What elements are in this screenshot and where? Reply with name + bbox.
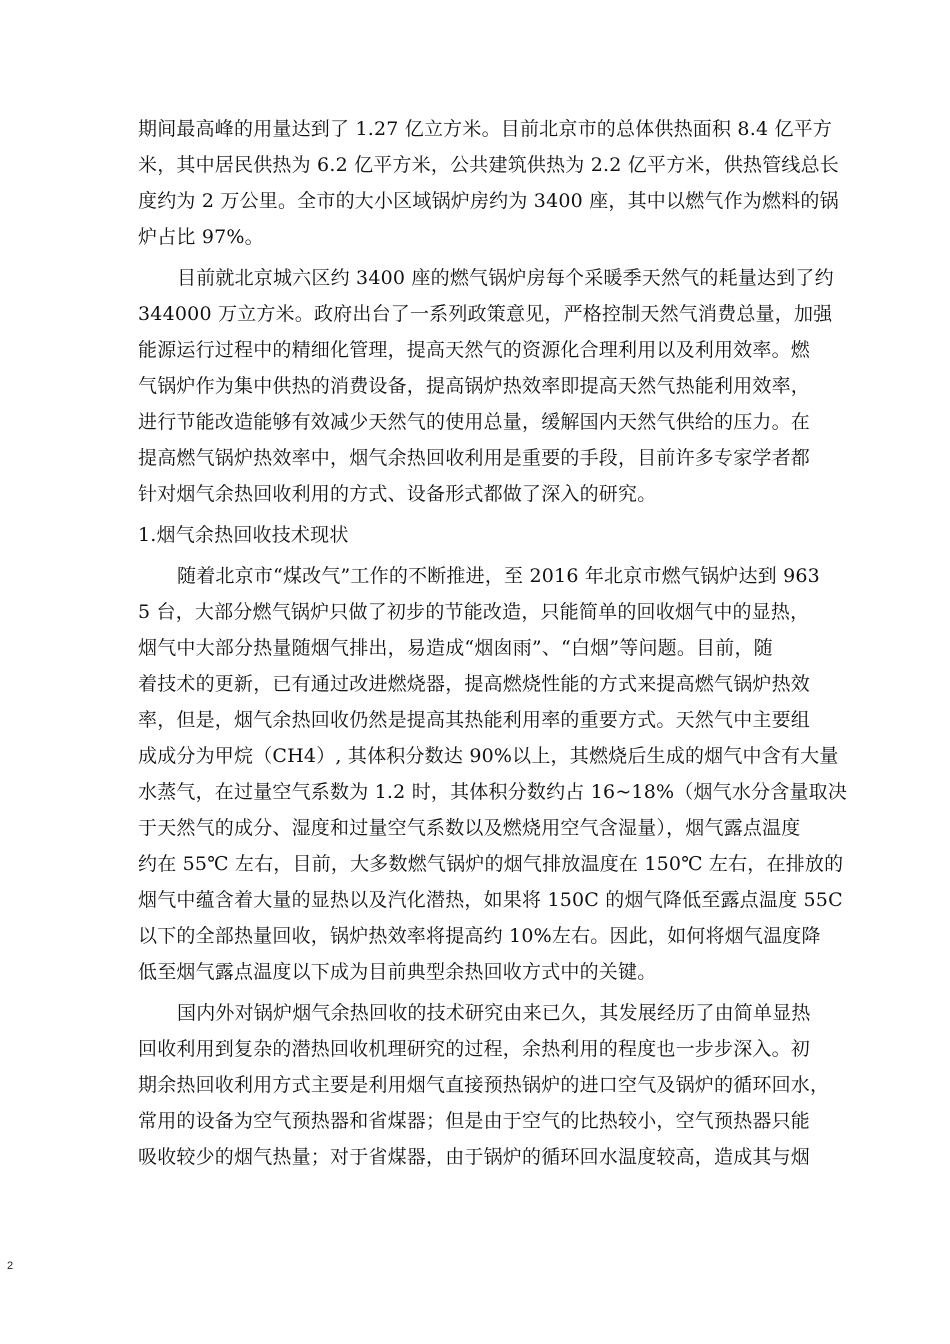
paragraph-line: 常用的设备为空气预热器和省煤器；但是由于空气的比热较小，空气预热器只能 bbox=[138, 1110, 811, 1132]
paragraph-line: 气锅炉作为集中供热的消费设备，提高锅炉热效率即提高天然气热能利用效率， bbox=[138, 375, 811, 397]
paragraph-line: 能源运行过程中的精细化管理，提高天然气的资源化合理利用以及利用效率。燃 bbox=[138, 339, 811, 361]
paragraph-line: 着技术的更新，已有通过改进燃烧器，提高燃烧性能的方式来提高燃气锅炉热效 bbox=[138, 673, 811, 695]
paragraph-line: 低至烟气露点温度以下成为目前典型余热回收方式中的关键。 bbox=[138, 961, 657, 983]
paragraph-line: 炉占比 97%。 bbox=[138, 226, 264, 248]
paragraph-line: 国内外对锅炉烟气余热回收的技术研究由来已久，其发展经历了由简单显热 bbox=[177, 1002, 811, 1024]
paragraph-line: 进行节能改造能够有效减少天然气的使用总量，缓解国内天然气供给的压力。在 bbox=[138, 411, 811, 433]
paragraph-line: 率，但是，烟气余热回收仍然是提高其热能利用率的重要方式。天然气中主要组 bbox=[138, 709, 811, 731]
paragraph-line: 目前就北京城六区约 3400 座的燃气锅炉房每个采暖季天然气的耗量达到了约 bbox=[177, 267, 834, 289]
paragraph-line: 成成分为甲烷（CH4）, 其体积分数达 90%以上，其燃烧后生成的烟气中含有大量 bbox=[138, 745, 839, 767]
paragraph-line: 度约为 2 万公里。全市的大小区域锅炉房约为 3400 座，其中以燃气作为燃料的锅 bbox=[138, 190, 839, 212]
paragraph-line: 以下的全部热量回收，锅炉热效率将提高约 10%左右。因此，如何将烟气温度降 bbox=[138, 925, 821, 947]
paragraph-line: 烟气中蕴含着大量的显热以及汽化潜热，如果将 150C 的烟气降低至露点温度 55C bbox=[138, 889, 843, 911]
paragraph-line: 随着北京市“煤改气”工作的不断推进，至 2016 年北京市燃气锅炉达到 963 bbox=[177, 565, 820, 587]
paragraph-line: 米，其中居民供热为 6.2 亿平方米，公共建筑供热为 2.2 亿平方米，供热管线总长 bbox=[138, 154, 839, 176]
paragraph-line: 吸收较少的烟气热量；对于省煤器，由于锅炉的循环回水温度较高，造成其与烟 bbox=[138, 1146, 811, 1168]
section-heading: 1.烟气余热回收技术现状 bbox=[138, 524, 349, 546]
paragraph-line: 水蒸气，在过量空气系数为 1.2 时，其体积分数约占 16~18%（烟气水分含量取决 bbox=[138, 781, 848, 803]
paragraph-line: 期间最高峰的用量达到了 1.27 亿立方米。目前北京市的总体供热面积 8.4 亿平方 bbox=[138, 118, 833, 140]
page-number: 2 bbox=[7, 1260, 14, 1272]
paragraph-line: 回收利用到复杂的潜热回收机理研究的过程，余热利用的程度也一步步深入。初 bbox=[138, 1038, 811, 1060]
paragraph-line: 5 台，大部分燃气锅炉只做了初步的节能改造，只能简单的回收烟气中的显热， bbox=[138, 601, 810, 623]
paragraph-line: 针对烟气余热回收利用的方式、设备形式都做了深入的研究。 bbox=[138, 483, 657, 505]
paragraph-line: 提高燃气锅炉热效率中，烟气余热回收利用是重要的手段，目前许多专家学者都 bbox=[138, 447, 811, 469]
paragraph-line: 约在 55℃ 左右，目前，大多数燃气锅炉的烟气排放温度在 150℃ 左右，在排放的 bbox=[138, 853, 844, 875]
paragraph-line: 344000 万立方米。政府出台了一系列政策意见，严格控制天然气消费总量，加强 bbox=[138, 303, 833, 325]
paragraph-line: 烟气中大部分热量随烟气排出，易造成“烟囱雨”、“白烟”等问题。目前，随 bbox=[138, 637, 773, 659]
paragraph-line: 于天然气的成分、湿度和过量空气系数以及燃烧用空气含湿量），烟气露点温度 bbox=[138, 817, 801, 839]
paragraph-line: 期余热回收利用方式主要是利用烟气直接预热锅炉的进口空气及锅炉的循环回水， bbox=[138, 1074, 830, 1096]
